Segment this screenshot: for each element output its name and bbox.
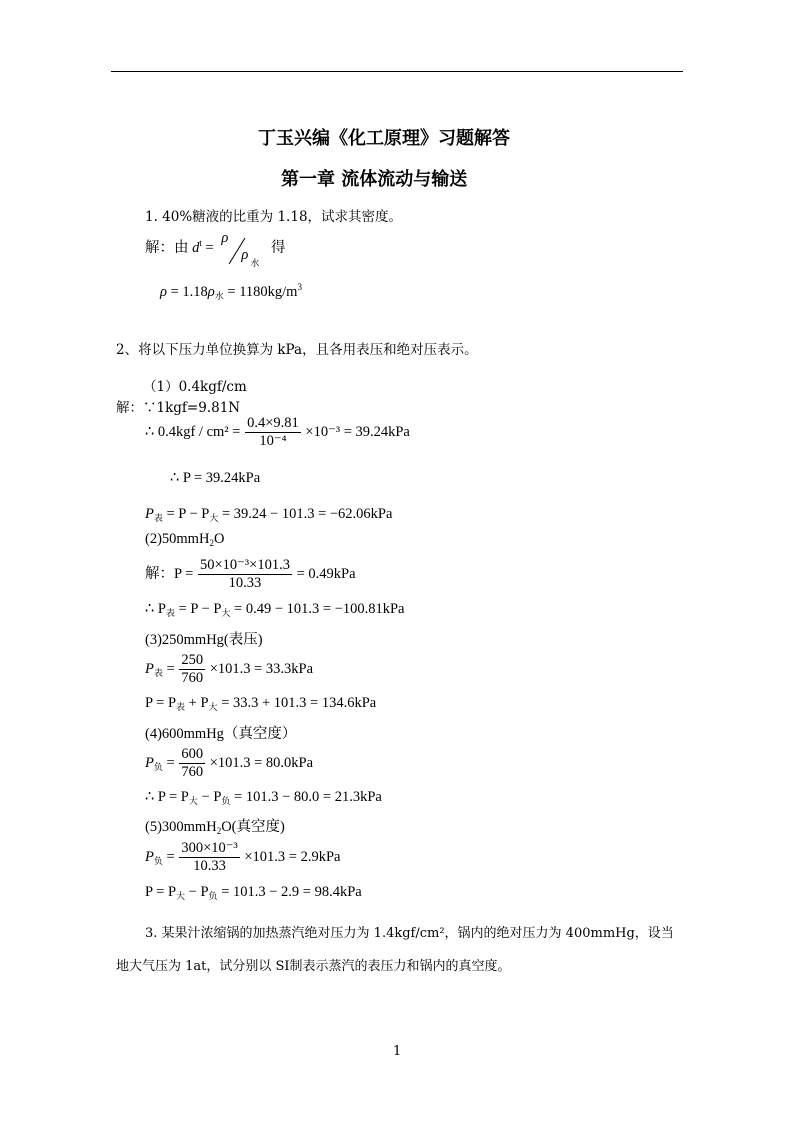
q2-p1-numerator: 0.4×9.81 <box>247 415 299 431</box>
q2-p2-gauge-pre: ∴ P <box>145 601 166 617</box>
q2-p4-abs-rhs: = 101.3 − 80.0 = 21.3kPa <box>234 789 382 805</box>
q1-result-rho: ρ <box>160 284 167 300</box>
q2-p1-denominator: 10⁻⁴ <box>259 433 287 449</box>
q2-p3-numerator: 250 <box>181 652 204 668</box>
q2-p3-rhs: ×101.3 = 33.3kPa <box>209 660 314 677</box>
q1-solution-line <box>145 230 286 274</box>
q2-part5-label <box>145 815 285 836</box>
q1-result-water-sub: 水 <box>214 291 224 301</box>
q2-part4-absolute <box>145 789 382 807</box>
q2-part3-gauge: $P_表$ = $\frac{250}{760}$ ×101.3 = 33.3kPa <box>145 652 314 686</box>
q2-p2-label-sub: 2 <box>209 538 214 548</box>
q2-part1-equation <box>145 415 410 450</box>
q2-p5-abs-mid: − P <box>188 884 209 900</box>
q2-p2-gauge-rhs: = 0.49 − 101.3 = −100.81kPa <box>234 601 405 617</box>
q2-p2-sub-biao: 表 <box>165 608 175 618</box>
q2-part1-label: （1）0.4kgf/cm <box>143 379 247 395</box>
q2-part2-label <box>145 531 224 548</box>
q2-part2-gauge <box>145 601 405 619</box>
q2-p2-numerator: 50×10⁻³×101.3 <box>199 557 290 573</box>
q2-part2-solution <box>145 557 356 592</box>
q2-part3-absolute <box>145 695 376 713</box>
q2-p4-abs-sub-fu: 负 <box>221 796 231 806</box>
q2-p5-abs-sub-da: 大 <box>176 891 186 901</box>
q2-p2-sub-da: 大 <box>221 608 231 618</box>
q2-p1-sub-da: 大 <box>209 513 219 523</box>
q2-p2-sol-rhs: = 0.49kPa <box>296 565 356 582</box>
q2-p5-abs-pre: P = P <box>145 884 177 900</box>
q1-result <box>160 282 302 302</box>
q1-solution-label: 解：由 <box>145 240 189 256</box>
q2-p5-label-sub: 2 <box>216 826 222 836</box>
q2-part3-label: (3)250mmHg(表压) <box>145 632 263 648</box>
q2-p5-abs-sub-fu: 负 <box>208 891 218 901</box>
q1-rho-bottom: ρ <box>241 247 249 263</box>
q2-p2-label-end: O <box>213 531 225 547</box>
q2-p5-rhs: ×101.3 = 2.9kPa <box>244 848 341 865</box>
q2-part1-given: 解：∵1kgf=9.81N <box>116 400 241 416</box>
q2-p2-sol-pre: 解：P = <box>145 565 194 582</box>
header-rule <box>111 71 683 72</box>
q2-p4-sub-fu: 负 <box>153 761 163 772</box>
q3-line2: 地大气压为 1at，试分别以 SI制表示蒸汽的表压力和锅内的真空度。 <box>116 959 511 974</box>
q2-p1-sub-biao: 表 <box>153 513 163 523</box>
q1-slash-fraction <box>217 230 267 268</box>
q2-p5-label-text: (5)300mmH <box>145 819 217 835</box>
q2-p3-abs-mid: + P <box>188 695 209 711</box>
q2-p5-denominator: 10.33 <box>193 858 226 874</box>
q2-p5-fraction <box>179 840 239 875</box>
q2-p5-numerator: 300×10⁻³ <box>181 840 238 856</box>
q2-p1-fraction <box>245 415 301 450</box>
q1-t-sup: t <box>199 238 202 248</box>
q2-part4-label: (4)600mmHg（真空度） <box>145 726 297 742</box>
q2-p2-gauge-mid: = P − P <box>178 601 222 617</box>
q2-p3-fraction <box>179 652 205 687</box>
page-number: 1 <box>393 1044 402 1059</box>
q2-p5-abs-rhs: = 101.3 − 2.9 = 98.4kPa <box>221 884 362 900</box>
q2-p1-lhs: ∴ 0.4kgf / cm² = <box>145 423 241 440</box>
q2-p5-label-end: O(真空度) <box>221 819 285 835</box>
q2-question: 2、将以下压力单位换算为 kPa，且各用表压和绝对压表示。 <box>116 342 478 358</box>
q2-p1-rhs: ×10⁻³ = 39.24kPa <box>305 423 410 440</box>
q1-de: 得 <box>270 240 286 256</box>
q1-result-rho-water: ρ <box>207 284 215 300</box>
q2-p3-denominator: 760 <box>181 670 204 686</box>
q1-question: 1. 40%糖液的比重为 1.18，试求其密度。 <box>145 209 403 225</box>
q2-p4-abs-pre: ∴ P = P <box>145 789 189 805</box>
q1-result-factor: = 1.18 <box>170 284 208 300</box>
document-title: 丁玉兴编《化工原理》习题解答 <box>258 128 510 149</box>
q2-p1-gauge-mid: = P − P <box>166 506 210 522</box>
q2-p4-abs-sub-da: 大 <box>188 796 198 806</box>
q2-part5-vacuum: $P_负$ = $\frac{\text{300×10⁻³}}{10.33}$ ×101.3 = 2.9kPa <box>145 840 341 874</box>
q2-part4-vacuum: $P_负$ = $\frac{600}{760}$ ×101.3 = 80.0kPa <box>145 746 314 780</box>
q2-p2-label-text: (2)50mmH <box>145 531 210 547</box>
q2-p2-denominator: 10.33 <box>228 575 262 591</box>
q1-equals: = <box>205 240 214 256</box>
q1-dt-symbol: d <box>192 240 200 256</box>
q2-part5-absolute <box>145 884 362 902</box>
q2-part1-P: ∴ P = 39.24kPa <box>170 470 261 486</box>
q2-p4-rhs: ×101.3 = 80.0kPa <box>209 754 314 771</box>
q2-p3-abs-sub-biao: 表 <box>176 702 186 712</box>
q1-result-value: = 1180kg/m <box>227 284 298 300</box>
q2-p3-abs-rhs: = 33.3 + 101.3 = 134.6kPa <box>221 695 377 711</box>
q2-p4-denominator: 760 <box>181 764 204 780</box>
q2-p5-sub-fu: 负 <box>153 855 163 866</box>
q3-line1: 3. 某果汁浓缩锅的加热蒸汽绝对压力为 1.4kgf/cm²，锅内的绝对压力为 400mmHg，设当 <box>145 926 674 941</box>
q1-result-cube: 3 <box>297 282 302 292</box>
q1-rho-top: ρ <box>221 230 229 246</box>
q2-p3-abs-pre: P = P <box>145 695 177 711</box>
q2-p4-numerator: 600 <box>181 746 204 762</box>
q2-p3-sub-biao: 表 <box>153 667 163 678</box>
q1-water-sub: 水 <box>250 258 260 268</box>
q2-p4-abs-mid: − P <box>201 789 222 805</box>
q2-p1-gauge-rhs: = 39.24 − 101.3 = −62.06kPa <box>221 506 393 522</box>
q2-part1-gauge <box>145 506 392 524</box>
q2-p2-fraction <box>198 557 292 592</box>
q2-p3-abs-sub-da: 大 <box>208 702 218 712</box>
chapter-title: 第一章 流体流动与输送 <box>281 169 468 190</box>
q2-p1-gauge-P: P <box>145 506 154 522</box>
q2-p4-fraction <box>179 746 205 781</box>
